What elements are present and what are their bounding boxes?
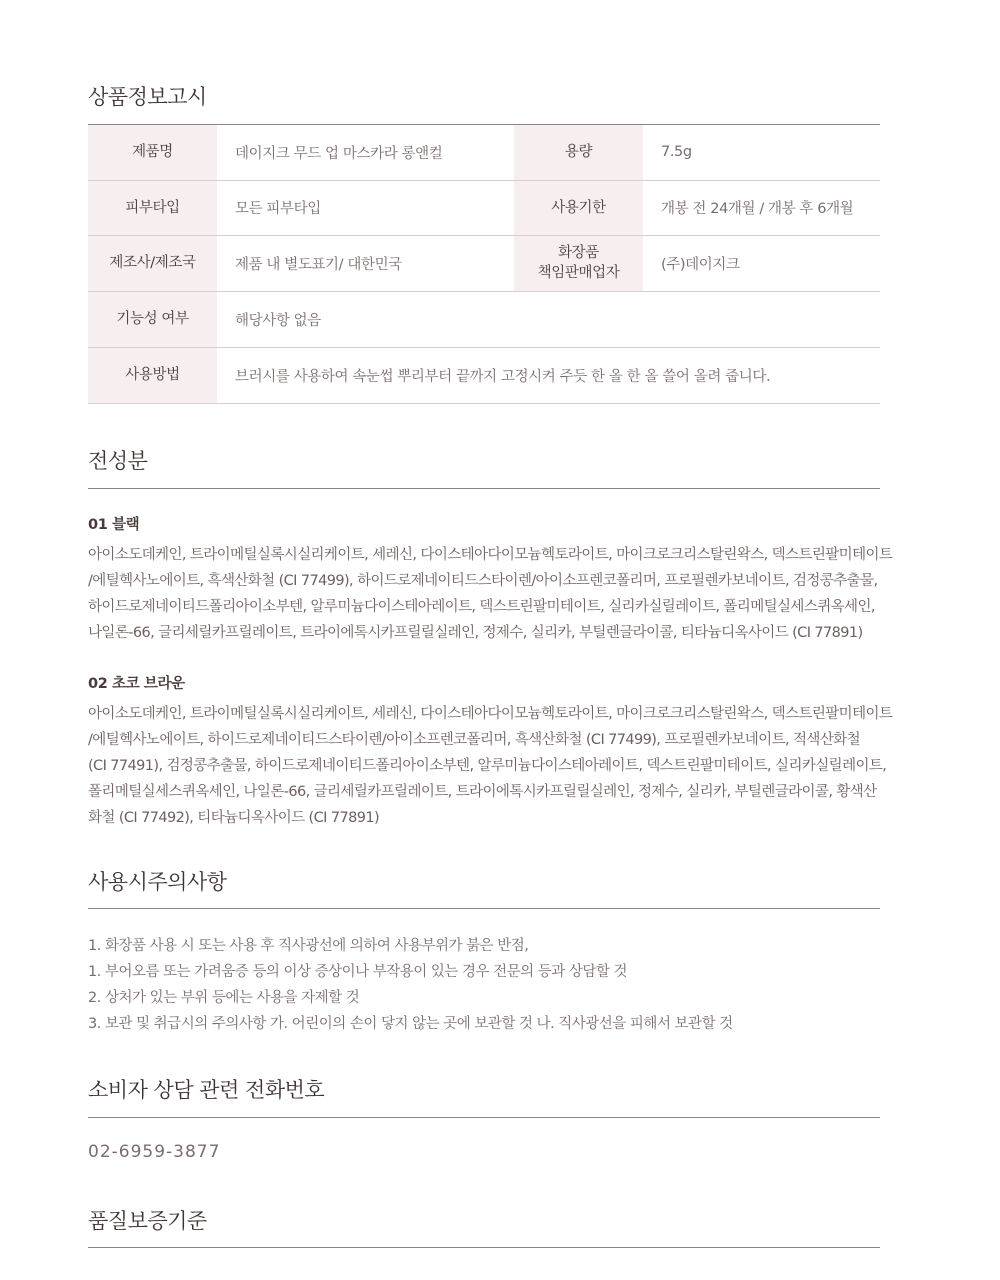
table-row [88,347,880,403]
ingredient-line: (CI 77491), 검정콩추출물, 하이드로제네이티드폴리아이소부텐, 알루미늄다이스테아레이트, 덱스트린팔미테이트, 실리카실릴레이트, [88,758,887,774]
value-seller: (주)데이지크 [643,235,880,291]
ingredients-title-divider [88,488,880,489]
quality-title: 품질보증기준 [88,1209,207,1233]
value-manufacturer: 제품 내 별도표기/ 대한민국 [217,235,514,291]
ingredient-list [88,701,918,831]
table-row [88,235,880,291]
label-skin-type: 피부타입 [88,180,217,235]
label-seller [514,235,643,291]
consumer-phone: 02-6959-3877 [88,1142,221,1162]
ingredient-line: 나일론-66, 글리세릴카프릴레이트, 트라이에톡시카프릴릴실레인, 정제수, 실리카, 부틸렌글라이콜, 티타늄디옥사이드 (CI 77891) [88,625,863,641]
list-item: 3. 보관 및 취급시의 주의사항 가. 어린이의 손이 닿지 않는 곳에 보관할 것 나. 직사광선을 피해서 보관할 것 [88,1016,733,1032]
ingredient-list [88,542,918,646]
ingredients-title: 전성분 [88,449,148,473]
label-product-name: 제품명 [88,125,217,180]
consumer-title: 소비자 상담 관련 전화번호 [88,1078,325,1102]
consumer-title-divider [88,1117,880,1118]
value-product-name: 데이지크 무드 업 마스카라 롱앤컬 [217,125,514,180]
quality-title-divider [88,1247,880,1248]
ingredient-shade-name: 02 초코 브라운 [88,676,185,692]
table-row [88,180,880,235]
list-item: 1. 부어오름 또는 가려움증 등의 이상 증상이나 부작용이 있는 경우 전문의 등과 상담할 것 [88,964,627,980]
table-row [88,291,880,347]
ingredient-line: 화철 (CI 77492), 티타늄디옥사이드 (CI 77891) [88,810,380,826]
value-volume: 7.5g [643,125,880,180]
label-seller-line1: 화장품 [558,245,599,261]
ingredient-line: 아이소도데케인, 트라이메틸실록시실리케이트, 세레신, 다이스테아다이모늄헥토라이트, 마이크로크리스탈린왁스, 덱스트린팔미테이트 [88,547,893,563]
table-row [88,125,880,180]
ingredient-line: 아이소도데케인, 트라이메틸실록시실리케이트, 세레신, 다이스테아다이모늄헥토라이트, 마이크로크리스탈린왁스, 덱스트린팔미테이트 [88,706,893,722]
notice-title: 상품정보고시 [88,85,207,109]
value-functional: 해당사항 없음 [217,291,880,347]
ingredient-line: 폴리메틸실세스퀴옥세인, 나일론-66, 글리세릴카프릴레이트, 트라이에톡시카프릴릴실레인, 정제수, 실리카, 부틸렌글라이콜, 황색산 [88,784,877,800]
value-expiry: 개봉 전 24개월 / 개봉 후 6개월 [643,180,880,235]
value-usage: 브러시를 사용하여 속눈썹 뿌리부터 끝까지 고정시켜 주듯 한 올 한 올 쓸어 올려 줍니다. [217,347,880,403]
ingredient-shade-name: 01 블랙 [88,517,140,533]
label-expiry: 사용기한 [514,180,643,235]
label-seller-line2: 책임판매업자 [537,265,620,281]
list-item: 2. 상처가 있는 부위 등에는 사용을 자제할 것 [88,990,360,1006]
list-item: 1. 화장품 사용 시 또는 사용 후 직사광선에 의하여 사용부위가 붉은 반점, [88,938,529,954]
value-skin-type: 모든 피부타입 [217,180,514,235]
ingredient-block-black [88,513,893,646]
label-volume: 용량 [514,125,643,180]
ingredient-block-choco-brown [88,672,893,831]
product-notice-table [88,125,880,404]
ingredient-line: /에틸헥사노에이트, 흑색산화철 (CI 77499), 하이드로제네이티드스타이렌/아이소프렌코폴리머, 프로필렌카보네이트, 검정콩추출물, [88,573,878,589]
label-functional: 기능성 여부 [88,291,217,347]
ingredient-line: /에틸헥사노에이트, 하이드로제네이티드스타이렌/아이소프렌코폴리머, 흑색산화철 (CI 77499), 프로필렌카보네이트, 적색산화철 [88,732,861,748]
notice-table-wrap [88,125,880,404]
cautions-list [88,933,880,1037]
label-manufacturer: 제조사/제조국 [88,235,217,291]
ingredient-line: 하이드로제네이티드폴리아이소부텐, 알루미늄다이스테아레이트, 덱스트린팔미테이트, 실리카실릴레이트, 폴리메틸실세스퀴옥세인, [88,599,875,615]
label-usage: 사용방법 [88,347,217,403]
cautions-title: 사용시주의사항 [88,870,227,894]
cautions-title-divider [88,908,880,909]
